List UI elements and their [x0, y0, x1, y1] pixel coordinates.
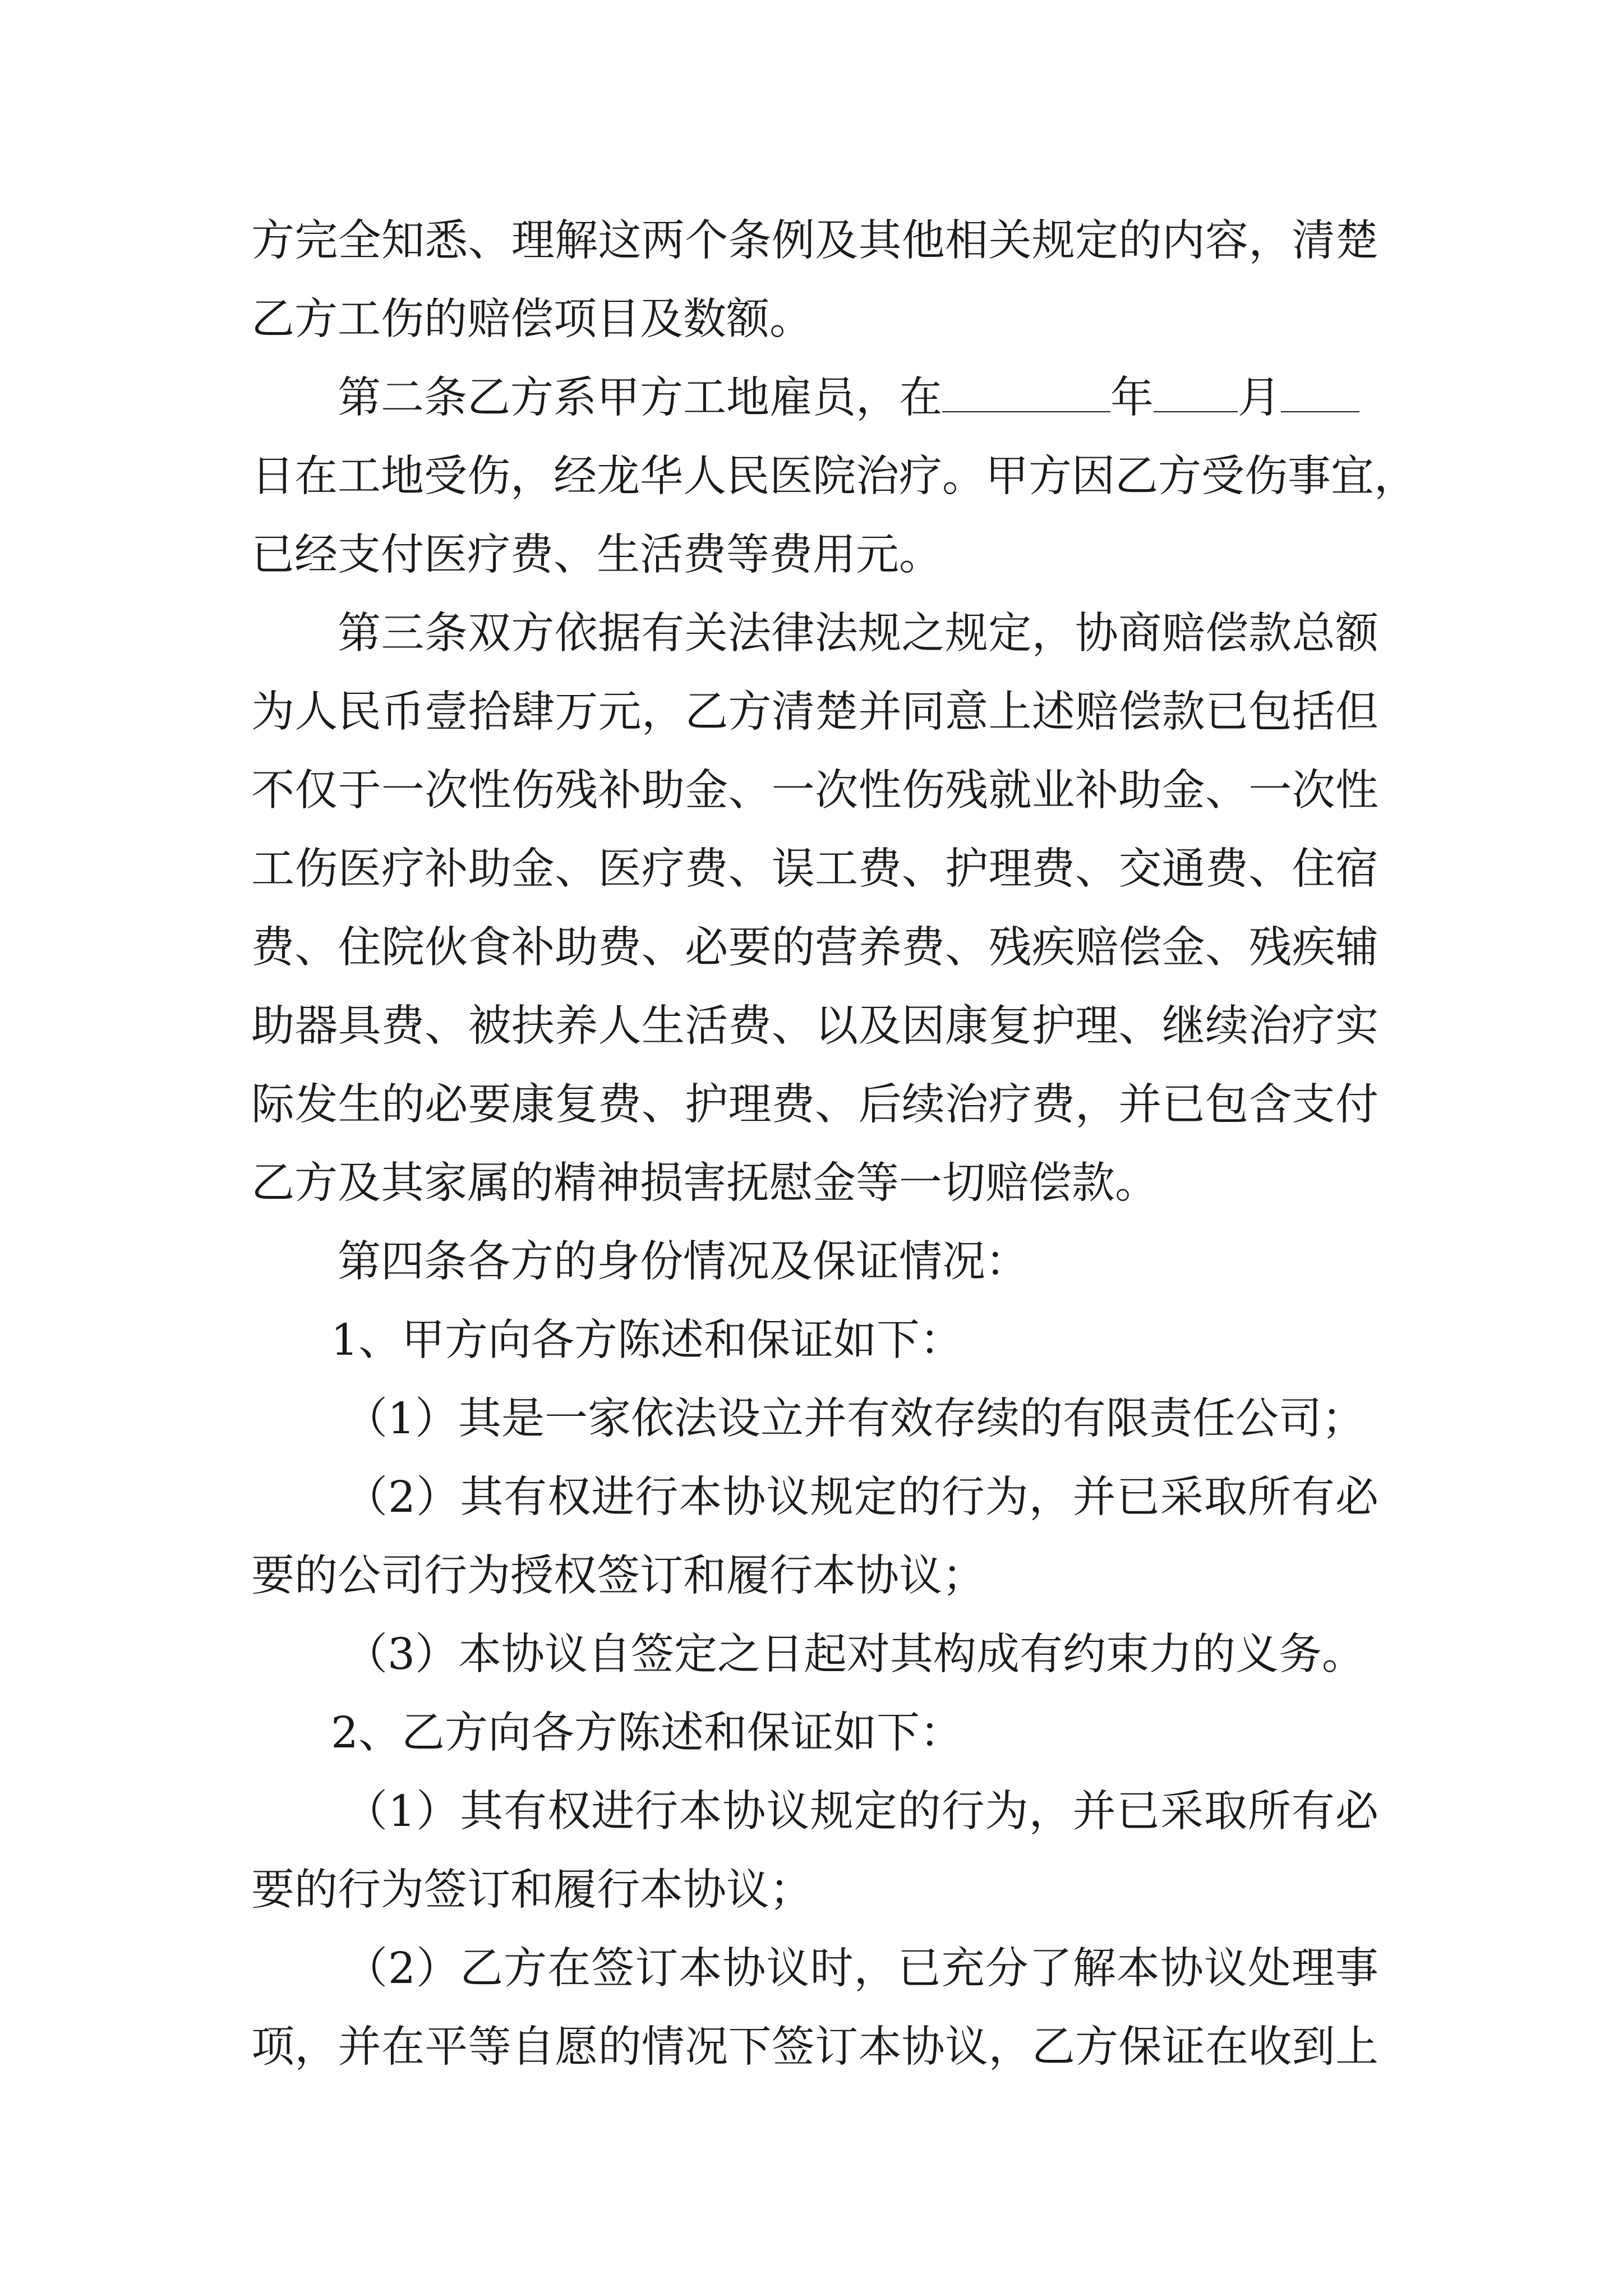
paragraph-line: 乙方工伤的赔偿项目及数额。 — [251, 295, 813, 344]
paragraph-line: 助器具费、被扶养人生活费、以及因康复护理、继续治疗实 — [251, 1001, 1378, 1051]
party-a-heading: 1、甲方向各方陈述和保证如下： — [331, 1315, 963, 1365]
party-a-item-2: （2）其有权进行本协议规定的行为，并已采取所有必 — [344, 1473, 1378, 1522]
paragraph-line: 要的公司行为授权签订和履行本协议； — [251, 1551, 985, 1601]
paragraph-line: 费、住院伙食补助费、必要的营养费、残疾赔偿金、残疾辅 — [251, 923, 1378, 973]
party-a-item-3: （3）本协议自签定之日起对其构成有约束力的义务。 — [344, 1630, 1365, 1680]
party-b-item-2: （2）乙方在签订本协议时，已充分了解本协议处理事 — [344, 1944, 1378, 1994]
year-blank — [942, 372, 1110, 412]
paragraph-line: 日在工地受伤，经龙华人民医院治疗。甲方因乙方受伤事宜， — [251, 452, 1417, 501]
paragraph-line: 际发生的必要康复费、护理费、后续治疗费，并已包含支付 — [251, 1080, 1378, 1130]
paragraph-line: 方完全知悉、理解这两个条例及其他相关规定的内容，清楚 — [251, 216, 1378, 266]
paragraph-line: 已经支付医疗费、生活费等费用元。 — [251, 530, 942, 580]
paragraph-line: 工伤医疗补助金、医疗费、误工费、护理费、交通费、住宿 — [251, 844, 1378, 894]
year-label: 年 — [1110, 373, 1154, 423]
clause-2-text: 第二条乙方系甲方工地雇员，在 — [338, 373, 942, 423]
party-a-item-1: （1）其是一家依法设立并有效存续的有限责任公司； — [344, 1394, 1365, 1444]
party-b-item-1: （1）其有权进行本协议规定的行为，并已采取所有必 — [344, 1787, 1378, 1837]
paragraph-line: 乙方及其家属的精神损害抚慰金等一切赔偿款。 — [251, 1158, 1158, 1208]
paragraph-line: 项，并在平等自愿的情况下签订本协议，乙方保证在收到上 — [251, 2022, 1378, 2072]
clause-2-line — [338, 365, 1378, 432]
paragraph-line: 要的行为签订和履行本协议； — [251, 1865, 813, 1915]
paragraph-line: 不仅于一次性伤残补助金、一次性伤残就业补助金、一次性 — [251, 766, 1378, 816]
day-blank — [1281, 372, 1359, 412]
clause-3-line: 第三条双方依据有关法律法规之规定，协商赔偿款总额 — [338, 609, 1378, 659]
party-b-heading: 2、乙方向各方陈述和保证如下： — [331, 1708, 963, 1758]
month-label: 月 — [1238, 373, 1281, 423]
month-blank — [1154, 372, 1238, 412]
paragraph-line: 为人民币壹拾肆万元，乙方清楚并同意上述赔偿款已包括但 — [251, 687, 1378, 737]
clause-4-heading: 第四条各方的身份情况及保证情况： — [338, 1237, 1029, 1287]
